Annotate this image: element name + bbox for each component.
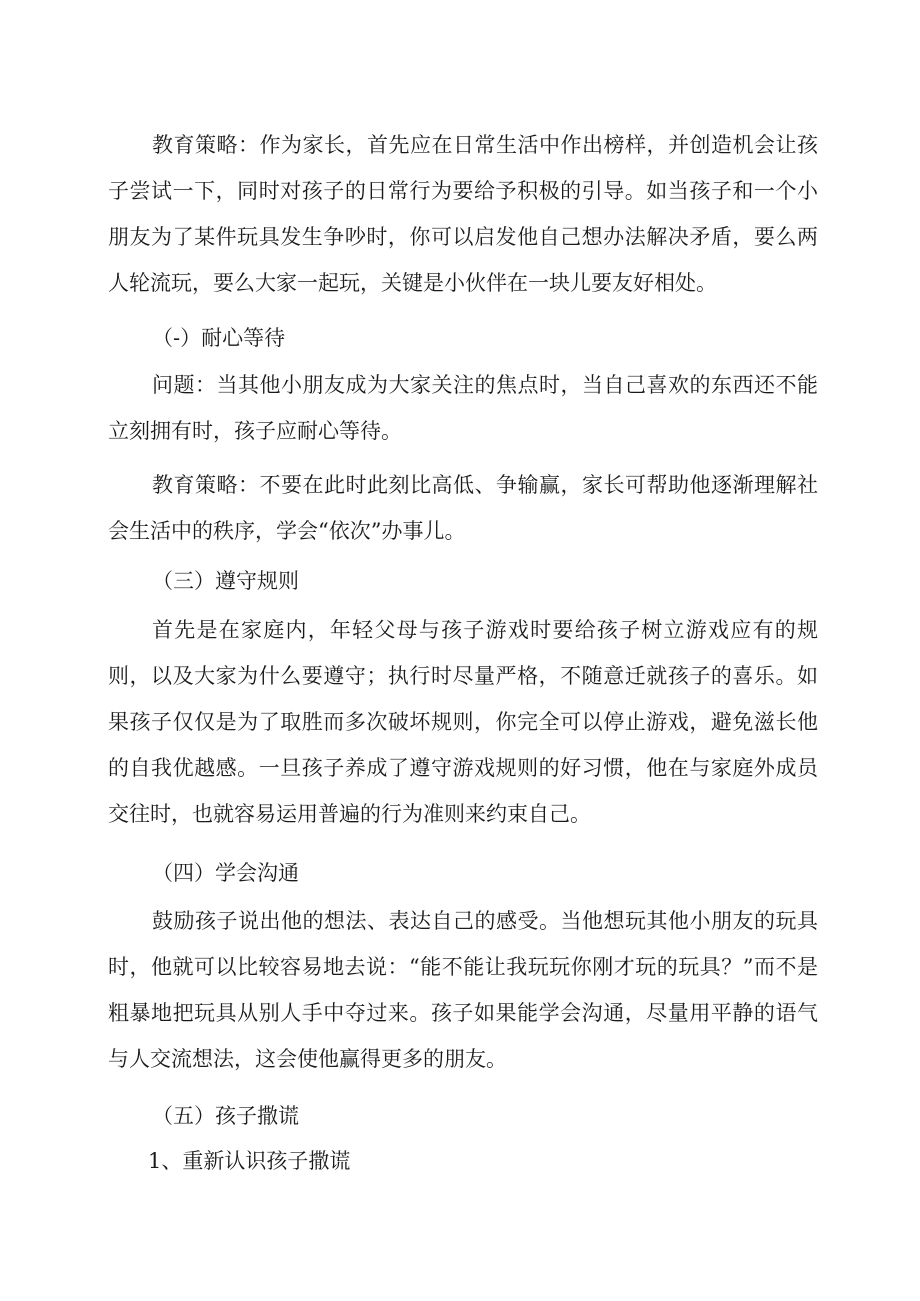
paragraph-education-strategy-1: 教育策略：作为家长，首先应在日常生活中作出榜样，并创造机会让孩子尝试一下，同时对孩子的日常行为要给予积极的引导。如当孩子和一个小朋友为了某件玩具发生争吵时，你可以启发他自己想办法解决矛盾，要么两人轮流玩，要么大家一起玩，关键是小伙伴在一块儿要友好相处。 <box>108 133 818 295</box>
paragraph-education-strategy-2: 教育策略：不要在此时此刻比高低、争输赢，家长可帮助他逐渐理解社会生活中的秩序，学会“依次”办事儿。 <box>108 473 818 543</box>
heading-patient-waiting: （-）耐心等待 <box>152 326 286 350</box>
heading-child-lying: （五）孩子撒谎 <box>152 1104 299 1128</box>
heading-follow-rules: （三）遵守规则 <box>152 569 299 593</box>
paragraph-follow-rules: 首先是在家庭内，年轻父母与孩子游戏时要给孩子树立游戏应有的规则，以及大家为什么要遵守；执行时尽量严格，不随意迁就孩子的喜乐。如果孩子仅仅是为了取胜而多次破坏规则，你完全可以停止游戏，避免滋长他的自我优越感。一旦孩子养成了遵守游戏规则的好习惯，他在与家庭外成员交往时，也就容易运用普遍的行为准则来约束自己。 <box>108 618 818 826</box>
subheading-reunderstand-lying: 1、重新认识孩子撒谎 <box>148 1149 351 1173</box>
paragraph-communication: 鼓励孩子说出他的想法、表达自己的感受。当他想玩其他小朋友的玩具时，他就可以比较容易地去说：“能不能让我玩玩你刚才玩的玩具？”而不是粗暴地把玩具从别人手中夺过来。孩子如果能学会沟通，尽量用平静的语气与人交流想法，这会使他赢得更多的朋友。 <box>108 909 818 1071</box>
paragraph-problem-waiting: 问题：当其他小朋友成为大家关注的焦点时，当自己喜欢的东西还不能立刻拥有时，孩子应耐心等待。 <box>108 373 818 443</box>
heading-learn-communication: （四）学会沟通 <box>152 861 299 885</box>
